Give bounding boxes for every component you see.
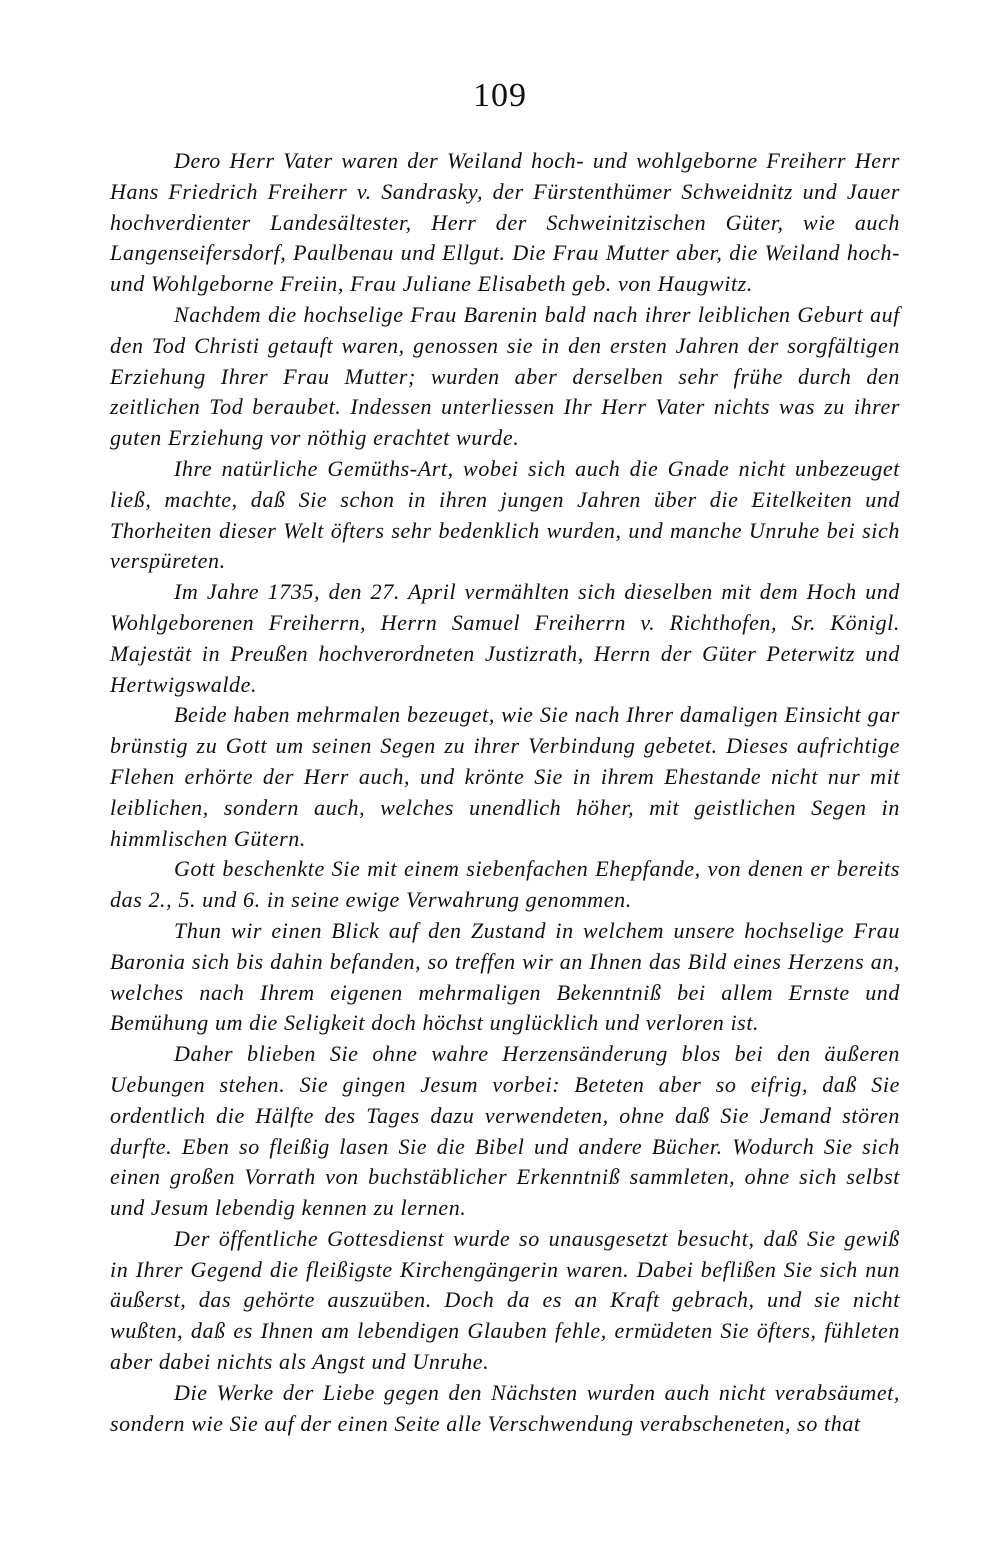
page-number: 109 <box>473 77 527 114</box>
paragraph-children: Gott beschenkte Sie mit einem siebenfachen Ehepfande, von denen er bereits das 2., 5. und 6. in seine ewige Verwahrung genommen. <box>110 856 900 913</box>
paragraph-church-attendance: Der öffentliche Gottesdienst wurde so unausgesetzt besucht, daß Sie gewiß in Ihrer Gegend die fleißigste Kirchengängerin waren. Dabei beflißen Sie sich nun äußerst, das gehörte auszuüben. Doch da es an Kraft gebrach, und sie nicht wußten, daß es Ihnen am lebendigen Glauben fehle, ermüdeten Sie öfters, fühleten aber dabei nichts als Angst und Unruhe. <box>110 1225 900 1375</box>
paragraph-works-of-love: Die Werke der Liebe gegen den Nächsten wurden auch nicht verabsäumet, sondern wie Sie auf der einen Seite alle Verschwendung verabscheneten, so that <box>110 1379 900 1436</box>
paragraph-baptism-education: Nachdem die hochselige Frau Barenin bald nach ihrer leiblichen Geburt auf den Tod Christi getauft waren, genossen sie in den ersten Jahren der sorgfältigen Erziehung Ihrer Frau Mutter; wurden aber derselben sehr frühe durch den zeitlichen Tod beraubet. Indessen unterliessen Ihr Herr Vater nichts was zu ihrer guten Erziehung vor nöthig erachtet wurde. <box>110 301 900 451</box>
paragraph-prayer-blessing: Beide haben mehrmalen bezeuget, wie Sie nach Ihrer damaligen Einsicht gar brünstig zu Gott um seinen Segen zu ihrer Verbindung gebetet. Dieses aufrichtige Flehen erhörte der Herr auch, und krönte Sie in ihrem Ehestande nicht nur mit leiblichen, sondern auch, welches unendlich höher, mit geistlichen Segen in himmlischen Gütern. <box>110 702 900 851</box>
paragraph-outward-exercises: Daher blieben Sie ohne wahre Herzensänderung blos bei den äußeren Uebungen stehen. Sie gingen Jesum vorbei: Beteten aber so eifrig, daß Sie ordentlich die Hälfte des Tages dazu verwendeten, ohne daß Sie Jemand stören durfte. Eben so fleißig lasen Sie die Bibel und andere Bücher. Wodurch Sie sich einen großen Vorrath von buchstäblicher Erkenntniß sammleten, ohne sich selbst und Jesum lebendig kennen zu lernen. <box>110 1041 900 1221</box>
paragraph-state-of-heart: Thun wir einen Blick auf den Zustand in welchem unsere hochselige Frau Baronia sich bis dahin befanden, so treffen wir an Ihnen das Bild eines Herzens an, welches nach Ihrem eigenen mehrmaligen Bekenntniß bei allem Ernste und Bemühung um die Seligkeit doch höchst unglücklich und verloren ist. <box>110 917 900 1036</box>
paragraph-father-mother: Dero Herr Vater waren der Weiland hoch- und wohlgeborne Freiherr Herr Hans Friedrich Freiherr v. Sandrasky, der Fürstenthümer Schweidnitz und Jauer hochverdienter Landesältester, Herr der Schweinitzischen Güter, wie auch Langenseifersdorf, Paulbenau und Ellgut. Die Frau Mutter aber, die Weiland hoch- und Wohlgeborne Freiin, Frau Juliane Elisabeth geb. von Haugwitz. <box>110 148 900 297</box>
body-text <box>110 146 900 1439</box>
paragraph-marriage: Im Jahre 1735, den 27. April vermählten sich dieselben mit dem Hoch und Wohlgeborenen Freiherrn, Herrn Samuel Freiherrn v. Richthofen, Sr. Königl. Majestät in Preußen hochverordneten Justizrath, Herrn der Güter Peterwitz und Hertwigswalde. <box>110 579 900 697</box>
paragraph-disposition: Ihre natürliche Gemüths-Art, wobei sich auch die Gnade nicht unbezeuget ließ, machte, daß Sie schon in ihren jungen Jahren über die Eitelkeiten und Thorheiten dieser Welt öfters sehr bedenklich wurden, und manche Unruhe bei sich verspüreten. <box>110 455 900 574</box>
